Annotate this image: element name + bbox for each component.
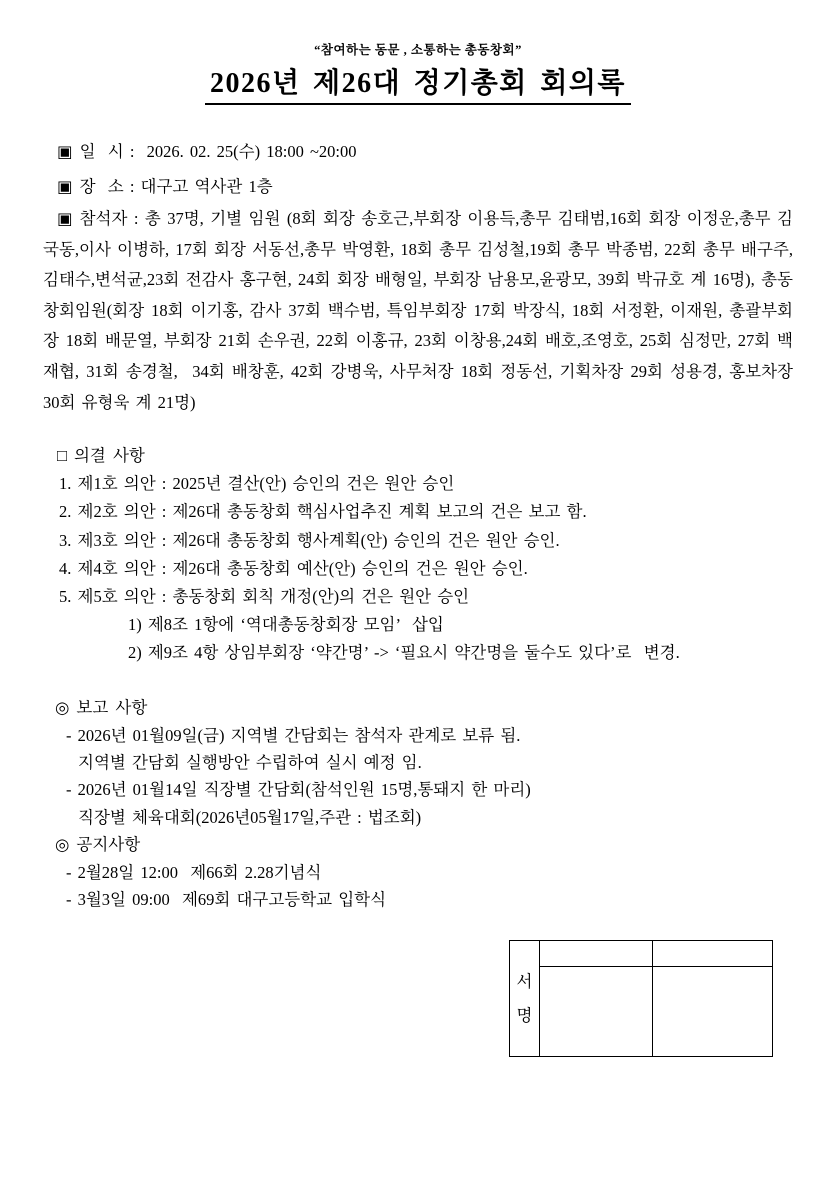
decision-item: 2. 제2호 의안 : 제26대 총동창회 핵심사업추진 계획 보고의 건은 보고 함. — [59, 502, 587, 522]
signature-header-cell — [540, 941, 653, 967]
decision-item: 4. 제4호 의안 : 제26대 총동창회 예산(안) 승인의 건은 원안 승인. — [59, 558, 528, 578]
report-line-continuation: 직장별 체육대회(2026년05월17일,주관 : 법조회) — [78, 807, 422, 827]
decision-item: 5. 제5호 의안 : 총동창회 회칙 개정(안)의 건은 원안 승인 — [59, 586, 470, 606]
empty-square-bullet-icon: □ — [57, 446, 67, 466]
reports-section — [43, 694, 793, 831]
reports-heading — [43, 694, 793, 721]
filled-square-bullet-icon: ▣ — [57, 142, 73, 161]
signature-table — [509, 940, 773, 1057]
decision-subitem: 2) 제9조 4항 상임부회장 ‘약간명’ -> ‘필요시 약간명을 둘수도 있다’로 변경. — [128, 642, 680, 662]
decision-item: 1. 제1호 의안 : 2025년 결산(안) 승인의 건은 원안 승인 — [59, 474, 455, 494]
report-line-continuation: 지역별 간담회 실행방안 수립하여 실시 예정 임. — [78, 752, 422, 772]
attendees-text: 참석자 : 총 37명, 기별 임원 (8회 회장 송호근,부회장 이용득,총무 김태범,16회 회장 이정운,총무 김국동,이사 이병하, 17회 회장 서동선,총무 박영환, 18회 총무 김성철,19회 총무 박종범, 22회 총무 배구주,김태수,변석균,23회 전감사 홍구현, 24회 회장 배형일, 부회장 남용모,윤광모, 39회 박규호 계 16명), 총동창회임원(회장 18회 이기홍, 감사 37회 백수범, 특임부회장 17회 박장식, 18회 서정환, 이재원, 총괄부회장 18회 배문열, 부회장 21회 손우권, 22회 이홍규, 23회 이창용,24회 배호,조영호, 25회 심정만, 27회 백재협, 31회 송경철, 34회 배창훈, 42회 강병욱, 사무처장 18회 정동선, 기획차장 29회 성용경, 홍보차장 30회 유형욱 계 21명) — [43, 209, 800, 412]
meeting-venue-text: 장 소 : 대구고 역사관 1층 — [79, 177, 273, 196]
meeting-date-line — [43, 134, 793, 169]
title-row — [43, 61, 793, 105]
meeting-info-section — [43, 134, 800, 418]
notice-line: - 3월3일 09:00 제69회 대구고등학교 입학식 — [66, 890, 387, 910]
signature-blank-cell — [540, 967, 653, 1057]
signature-label-cell: 서명 — [510, 941, 540, 1057]
reports-heading-text: 보고 사항 — [76, 698, 148, 718]
decision-subitem: 1) 제8조 1항에 ‘역대총동창회장 모임’ 삽입 — [128, 615, 444, 635]
decision-item: 3. 제3호 의안 : 제26대 총동창회 행사계획(안) 승인의 건은 원안 승인. — [59, 530, 560, 550]
decisions-heading-text: 의결 사항 — [73, 446, 145, 466]
filled-square-bullet-icon: ▣ — [57, 209, 73, 228]
signature-header-cell — [653, 941, 773, 967]
slogan-text: “참여하는 동문 , 소통하는 총동창회” — [314, 43, 522, 57]
filled-square-bullet-icon: ▣ — [57, 177, 73, 196]
signature-table-container — [509, 940, 793, 1057]
notices-heading-text: 공지사항 — [76, 835, 141, 855]
decisions-heading — [43, 442, 793, 470]
page-title: 2026년 제26대 정기총회 회의록 — [205, 61, 631, 105]
notice-line: - 2월28일 12:00 제66회 2.28기념식 — [66, 862, 322, 882]
signature-table-row — [510, 967, 773, 1057]
signature-blank-cell — [653, 967, 773, 1057]
report-line: - 2026년 01월09일(금) 지역별 간담회는 참석자 관계로 보류 됨. — [66, 725, 521, 745]
double-circle-bullet-icon: ◎ — [55, 698, 70, 718]
notices-heading — [43, 831, 793, 858]
meeting-venue-line — [43, 169, 793, 204]
report-line: - 2026년 01월14일 직장별 간담회(참석인원 15명,통돼지 한 마리) — [66, 780, 531, 800]
meeting-date-text: 일 시 : 2026. 02. 25(수) 18:00 ~20:00 — [79, 142, 357, 161]
decisions-section — [43, 442, 793, 666]
double-circle-bullet-icon: ◎ — [55, 835, 70, 855]
signature-table-row — [510, 941, 773, 967]
attendees-paragraph — [43, 204, 800, 418]
notices-section — [43, 831, 793, 913]
